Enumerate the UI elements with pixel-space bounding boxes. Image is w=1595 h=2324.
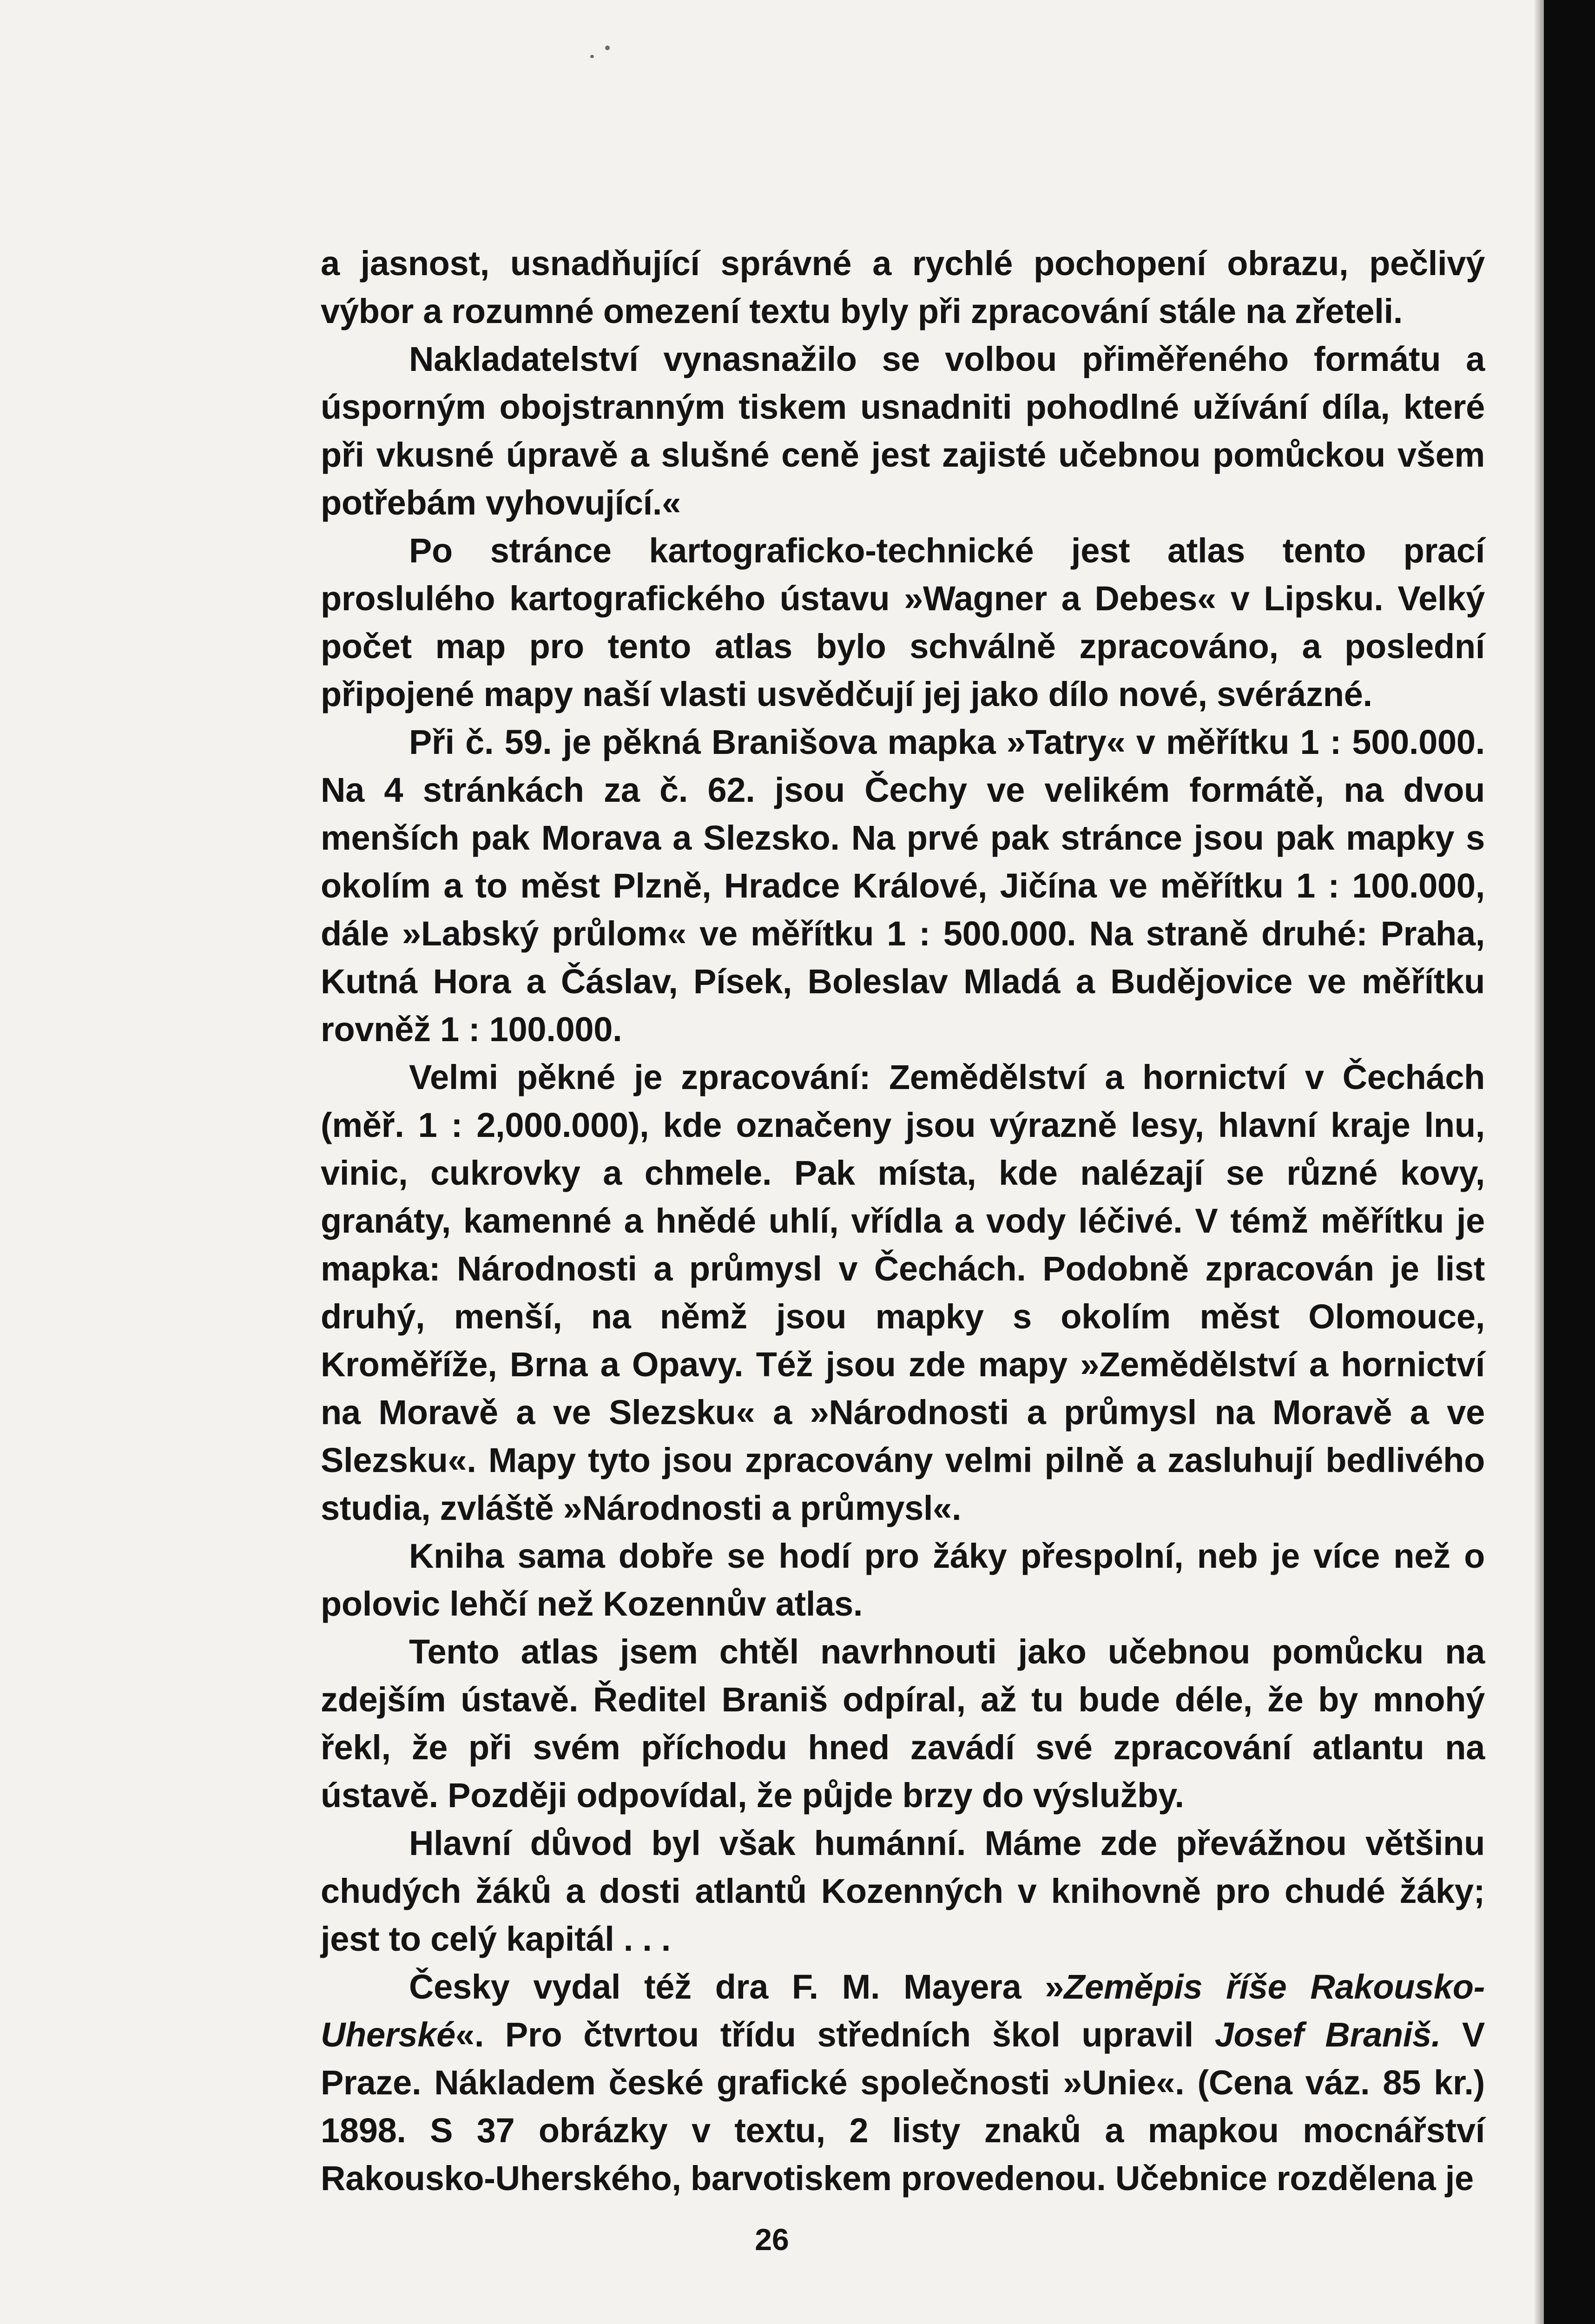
- paragraph: Kniha sama dobře se hodí pro žáky přespolní, neb je více než o polovic lehčí než Kozennův atlas.: [321, 1537, 1485, 1623]
- paragraph: Tento atlas jsem chtěl navrhnouti jako učebnou pomůcku na zdejším ústavě. Ředitel Braniš odpíral, až tu bude déle, že by mnohý řekl, že při svém příchodu hned zavádí své zpracování atlantu na ústavě. Později odpovídal, že půjde brzy do výslužby.: [321, 1632, 1485, 1815]
- paragraph-book-citation: [321, 1963, 1485, 2202]
- page-number: 26: [755, 2222, 789, 2257]
- citation-tail: V Praze. Nákladem české grafické společnosti »Unie«. (Cena váz. 85 kr.) 1898. S 37 obrázky v textu, 2 listy znaků a mapkou mocnářství Rakousko-Uherského, barvotiskem provedenou. Učebnice rozdělena je: [321, 2015, 1485, 2198]
- paragraph: Nakladatelství vynasnažilo se volbou přiměřeného formátu a úsporným obojstranným tiskem usnadniti pohodlné užívání díla, které při vkusné úpravě a slušné ceně jest zajisté učebnou pomůckou všem potřebám vyhovující.«: [321, 340, 1485, 522]
- scan-speck: [590, 55, 594, 58]
- paragraph: Hlavní důvod byl však humánní. Máme zde převážnou většinu chudých žáků a dosti atlantů Kozenných v knihovně pro chudé žáky; jest to celý kapitál . . .: [321, 1824, 1485, 1958]
- paragraph: Při č. 59. je pěkná Branišova mapka »Tatry« v měřítku 1 : 500.000. Na 4 stránkách za č. 62. jsou Čechy ve velikém formátě, na dvou menších pak Morava a Slezsko. Na prvé pak stránce jsou pak mapky s okolím a to měst Plzně, Hradce Králové, Jičína ve měřítku 1 : 100.000, dále »Labský průlom« ve měřítku 1 : 500.000. Na straně druhé: Praha, Kutná Hora a Čáslav, Písek, Boleslav Mladá a Budějovice ve měřítku rovněž 1 : 100.000.: [321, 723, 1485, 1049]
- paragraph: a jasnost, usnadňující správné a rychlé pochopení obrazu, pečlivý výbor a rozumné omezení textu byly při zpracování stále na zřeteli.: [321, 244, 1485, 330]
- paragraph: Po stránce kartograficko-technické jest atlas tento prací proslulého kartografického ústavu »Wagner a Debes« v Lipsku. Velký počet map pro tento atlas bylo schválně zpracováno, a poslední připojené mapy naší vlasti usvědčují jej jako dílo nové, svérázné.: [321, 531, 1485, 713]
- citation-lead: Česky vydal též dra F. M. Mayera »: [409, 1967, 1064, 2006]
- book-editor: Josef Braniš.: [1214, 2015, 1441, 2054]
- book-title: Zeměpis říše Rakousko-Uherské: [321, 1967, 1485, 2054]
- paragraph: Velmi pěkné je zpracování: Zemědělství a hornictví v Čechách (měř. 1 : 2,000.000), kde označeny jsou výrazně lesy, hlavní kraje lnu, vinic, cukrovky a chmele. Pak místa, kde nalézají se různé kovy, granáty, kamenné a hnědé uhlí, vřídla a vody léčivé. V témž měřítku je mapka: Národnosti a průmysl v Čechách. Podobně zpracován je list druhý, menší, na němž jsou mapky s okolím měst Olomouce, Kroměříže, Brna a Opavy. Též jsou zde mapy »Zemědělství a hornictví na Moravě a ve Slezsku« a »Národnosti a průmysl na Moravě a ve Slezsku«. Mapy tyto jsou zpracovány velmi pilně a zasluhují bedlivého studia, zvláště »Národnosti a průmysl«.: [321, 1058, 1485, 1527]
- article-text: [321, 239, 1485, 2202]
- page-edge-shadow: [1534, 0, 1544, 2324]
- scan-speck: [605, 46, 610, 50]
- scan-border: [1544, 0, 1595, 2324]
- citation-mid: «. Pro čtvrtou třídu středních škol upravil: [455, 2015, 1215, 2054]
